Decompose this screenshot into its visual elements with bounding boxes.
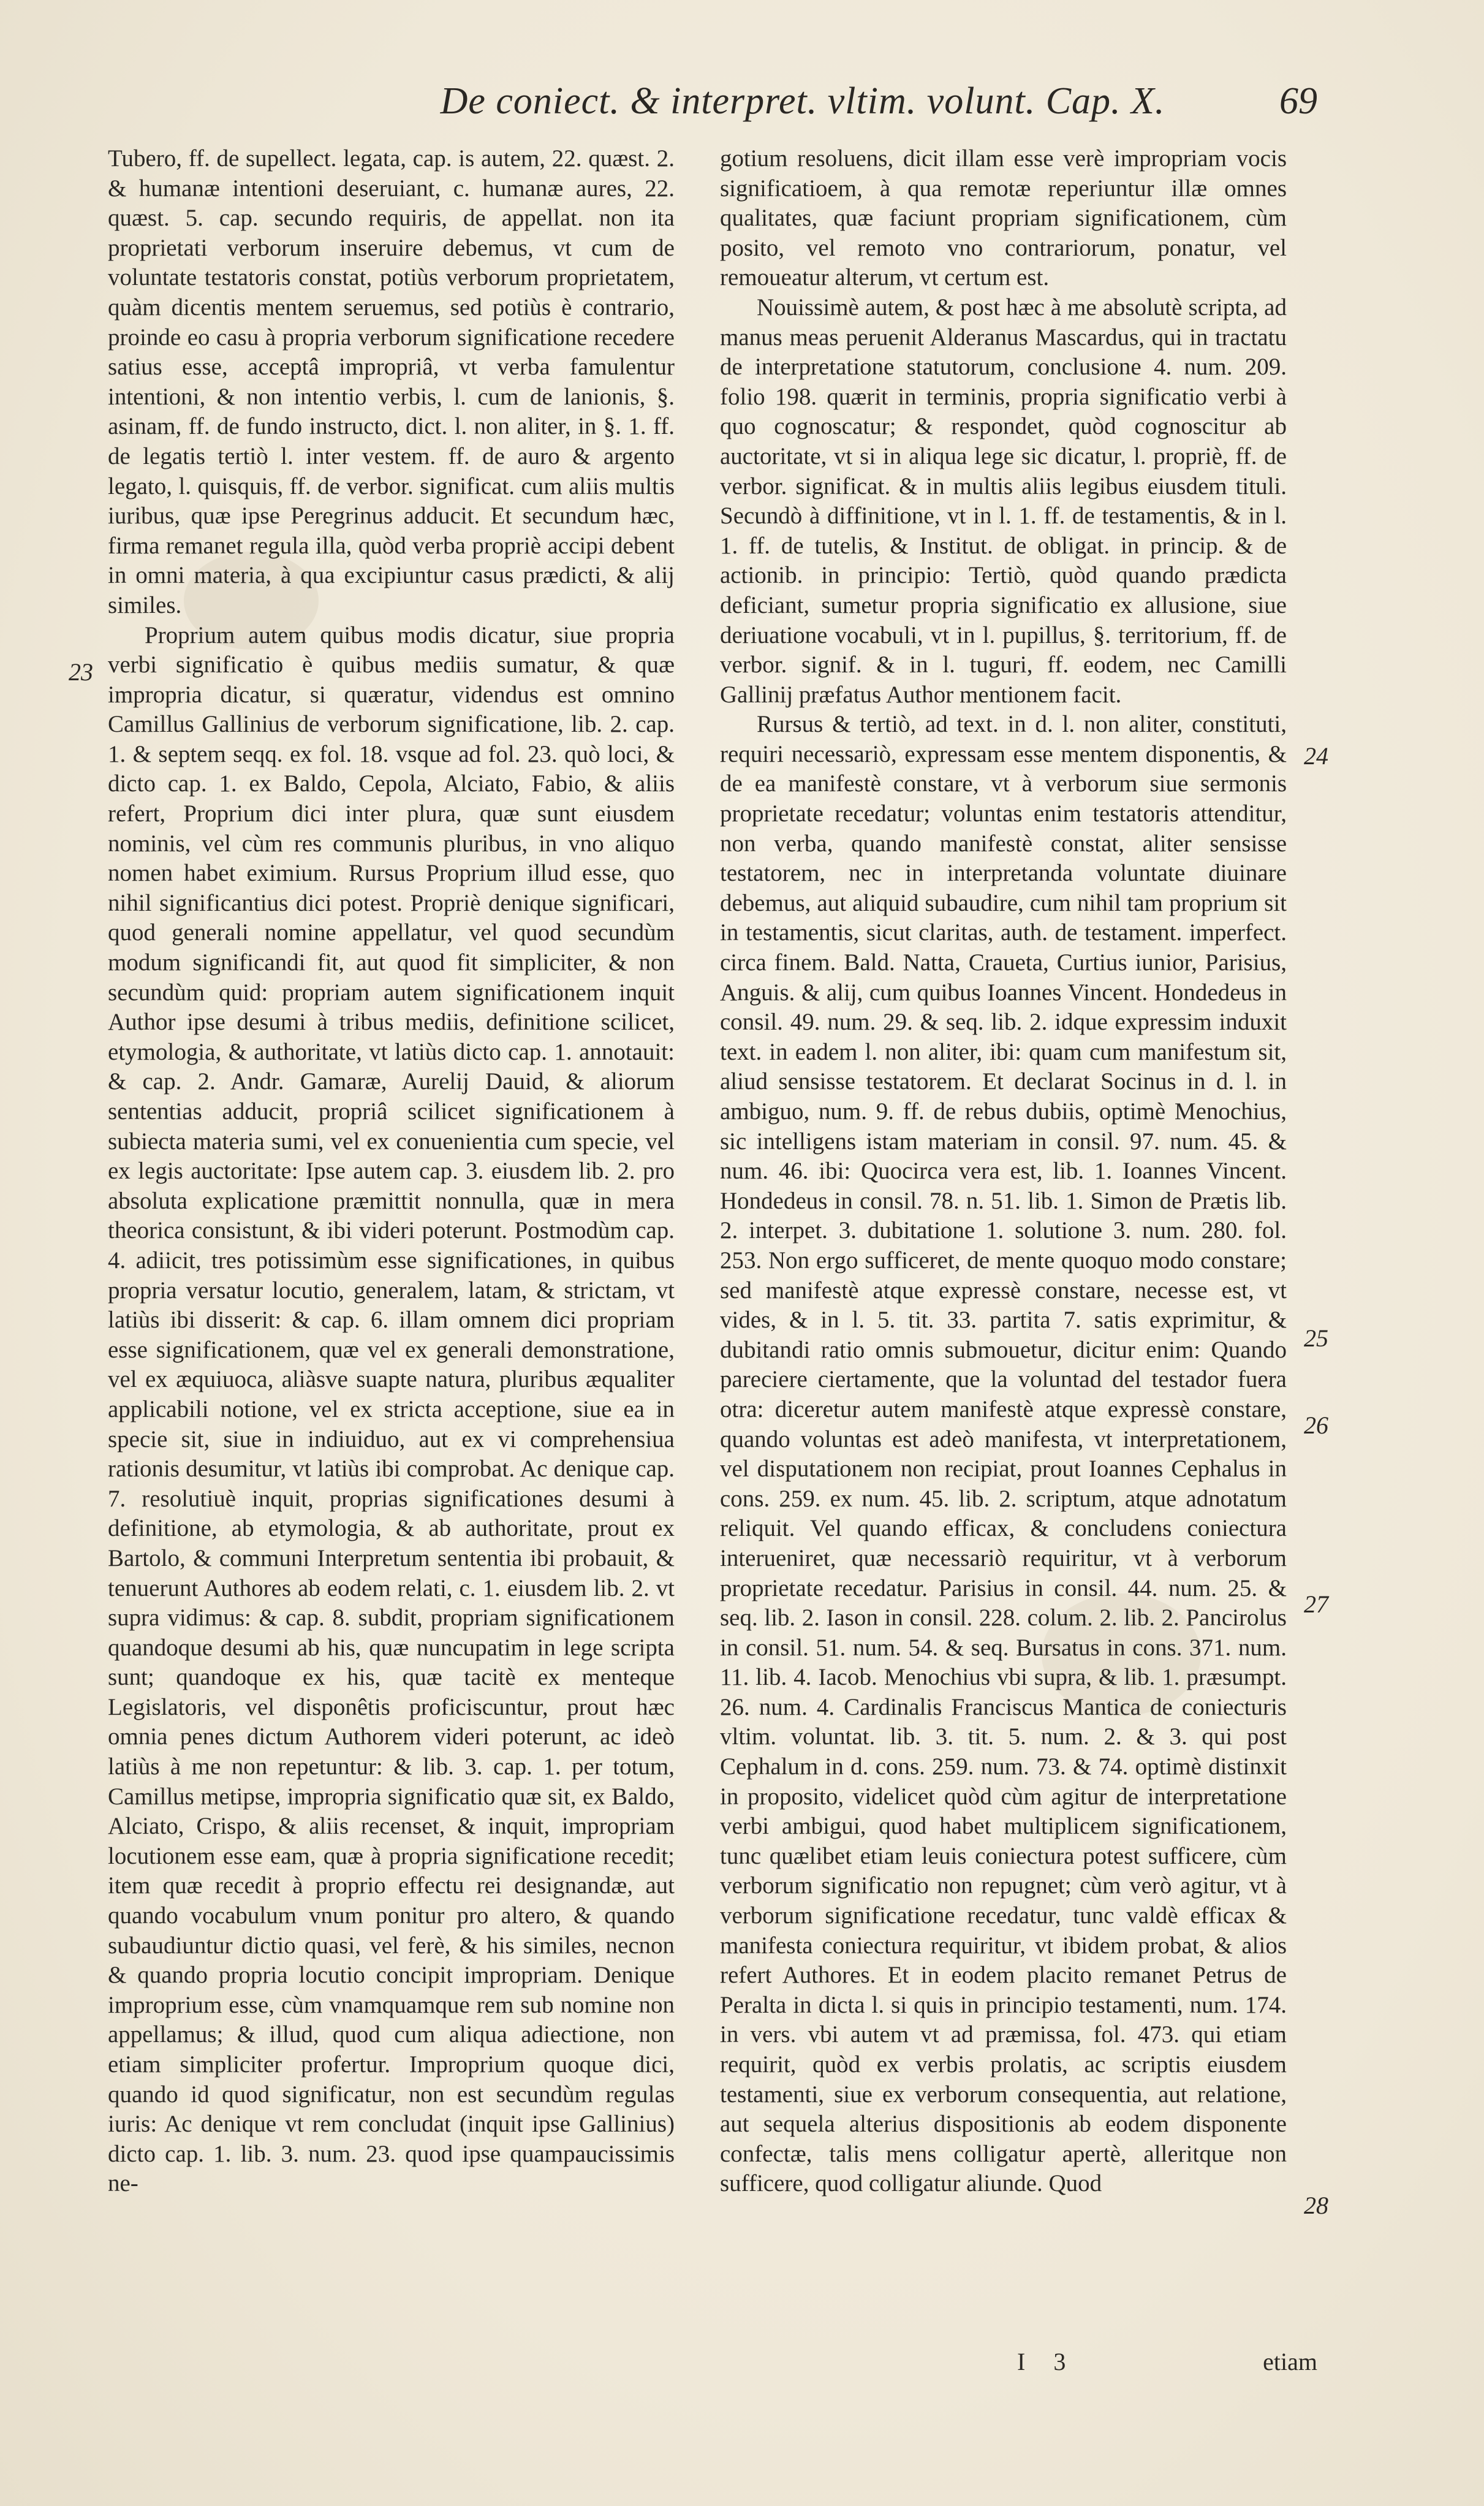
paragraph: gotium resoluens, dicit illam esse verè impropriam vocis significatioem, à qua remotæ reperiuntur illæ omnes qualitates, quæ faciunt propriam significationem, cùm posito, vel remoto vno contrariorum, ponatur, vel remoueatur alterum, vt certum est. <box>720 145 1287 291</box>
margin-note: 25 <box>1304 1324 1328 1352</box>
signature-mark: I 3 <box>1017 2348 1077 2375</box>
catchword: etiam <box>1263 2348 1317 2375</box>
paragraph: Proprium autem quibus modis dicatur, siue propria verbi significatio è quibus mediis sumatur, & quæ impropria dicatur, si quæratur, videndus est omnino Camillus Gallinius de verborum significatione, lib. 2. cap. 1. & septem seqq. ex fol. 18. vsque ad fol. 23. quò loci, & dicto cap. 1. ex Baldo, Cepola, Alciato, Fabio, & aliis refert, Proprium dici inter plura, quæ sunt eiusdem nominis, vel cùm res communis pluribus, in vno aliquo nomen habet eximium. Rursus Proprium illud esse, quo nihil significantius dici potest. Propriè denique significari, quod generali nomine appellatur, vel quod secundùm modum significandi fit, aut quod fit simpliciter, & non secundùm quid: propriam autem significationem inquit Author ipse desumi à tribus mediis, definitione scilicet, etymologia, & authoritate, vt latiùs dicto cap. 1. annotauit: & cap. 2. Andr. Gamaræ, Aurelij Dauid, & aliorum sententias adducit, propriâ scilicet significationem à subiecta materia sumi, vel ex conuenientia cum specie, vel ex legis auctoritate: Ipse autem cap. 3. eiusdem lib. 2. pro absoluta explicatione præmittit nonnulla, quæ in mera theorica consistunt, & ibi videri poterunt. Postmodùm cap. 4. adiicit, tres potissimùm esse significationes, in quibus propria versatur locutio, generalem, latam, & strictam, vt latiùs ibi disserit: & cap. 6. illam omnem dici propriam esse significationem, quæ vel ex generali demonstratione, vel ex æquiuoca, aliàsve suapte natura, pluribus æqualiter applicabili notione, vel ex stricta acceptione, siue ea in specie sit, siue in indiuiduo, aut ex vi comprehensiua rationis desumitur, vt latiùs ibi comprobat. Ac denique cap. 7. resolutiuè inquit, proprias significationes desumi à definitione, ab etymologia, & ab authoritate, prout ex Bartolo, & communi Interpretum sententia ibi probauit, & tenuerunt Authores ab eodem relati, c. 1. eiusdem lib. 2. vt supra vidimus: & cap. 8. subdit, propriam significationem quandoque desumi ab his, quæ nuncupatim in lege scripta sunt; quandoque ex his, quæ tacitè ex menteque Legislatoris, vel disponêtis proficiscuntur, prout hæc omnia penes dictum Authorem videri poterunt, ac ideò latiùs à me non repetuntur: & lib. 3. cap. 1. per totum, Camillus metipse, impropria significatio quæ sit, ex Baldo, Alciato, Crispo, & aliis recenset, & inquit, impropriam locutionem esse eam, quæ à propria significatione recedit; item quæ recedit à proprio effectu rei designandæ, aut quando vocabulum vnum ponitur pro altero, & quando subaudiuntur dictio quasi, vel ferè, & his similes, necnon & quando propria locutio concipit impropriam. Denique improprium esse, cùm vnamquamque rem sub nomine non appellamus; & illud, quod cum aliqua adiectione, non etiam simpliciter profertur. Improprium quoque dici, quando id quod significatur, non est secundùm regulas iuris: Ac denique vt rem concludat (inquit ipse Gallinius) dicto cap. 1. lib. 3. num. 23. quod ipse quampaucissimis ne- <box>108 621 675 2197</box>
margin-note: 23 <box>69 658 93 686</box>
left-column <box>108 144 675 2326</box>
paragraph: Tubero, ff. de supellect. legata, cap. is autem, 22. quæst. 2. & humanæ intentioni deseruiant, c. humanæ aures, 22. quæst. 5. cap. secundo requiris, de appellat. non ita proprietati verborum inseruire debemus, vt cum de voluntate testatoris constat, potiùs verborum proprietatem, quàm dicentis mentem seruemus, sed potiùs è contrario, proinde eo casu à propria verborum significatione recedere satius esse, acceptâ impropriâ, vt verba famulentur intentioni, & non intentio verbis, l. cum de lanionis, §. asinam, ff. de fundo instructo, dict. l. non aliter, in §. 1. ff. de legatis tertiò l. inter vestem. ff. de auro & argento legato, l. quisquis, ff. de verbor. significat. cum aliis multis iuribus, quæ ipse Peregrinus adducit. Et secundum hæc, firma remanet regula illa, quòd verba propriè accipi debent in omni materia, à qua excipiuntur casus prædicti, & alij similes. <box>108 145 675 618</box>
page-number: 69 <box>1279 80 1317 122</box>
paragraph: Nouissimè autem, & post hæc à me absolutè scripta, ad manus meas peruenit Alderanus Mascardus, qui in tractatu de interpretatione statutorum, conclusione 4. num. 209. folio 198. quærit in terminis, propria significatio verbi à quo cognoscatur; & respondet, quòd cognoscitur ab auctoritate, vt si in aliqua lege sic dicatur, l. propriè, ff. de verbor. significat. & in multis aliis legibus eiusdem tituli. Secundò à diffinitione, vt in l. 1. ff. de testamentis, & in l. 1. ff. de tutelis, & Institut. de obligat. in princip. & de actionib. in principio: Tertiò, quòd quando prædicta deficiant, sumetur propria significatio ex allusione, siue deriuatione vocabuli, vt in l. pupillus, §. territorium, ff. de verbor. signif. & in l. tuguri, ff. eodem, nec Camilli Gallinij præfatus Author mentionem facit. <box>720 294 1287 708</box>
margin-note: 27 <box>1304 1590 1328 1618</box>
margin-note: 26 <box>1304 1411 1328 1439</box>
margin-note: 24 <box>1304 742 1328 770</box>
right-column <box>720 144 1287 2326</box>
paragraph: Rursus & tertiò, ad text. in d. l. non aliter, constituti, requiri necessariò, expressam esse mentem disponentis, & de ea manifestè constare, vt à verborum siue sermonis proprietate recedatur; voluntas enim testatoris attenditur, non verba, quando manifestè constat, aliter sensisse testatorem, nec in interpretanda voluntate diuinare debemus, aut aliquid subaudire, cum nihil tam proprium sit in testamentis, sicut claritas, auth. de testament. imperfect. circa finem. Bald. Natta, Craueta, Curtius iunior, Parisius, Anguis. & alij, cum quibus Ioannes Vincent. Hondedeus in consil. 49. num. 29. & seq. lib. 2. idque expressim induxit text. in eadem l. non aliter, ibi: quam cum manifestum sit, aliud sensisse testatorem. Et declarat Socinus in d. l. in ambiguo, num. 9. ff. de rebus dubiis, optimè Menochius, sic intelligens istam materiam in consil. 97. num. 45. & num. 46. ibi: Quocirca vera est, lib. 1. Ioannes Vincent. Hondedeus in consil. 78. n. 51. lib. 1. Simon de Prætis lib. 2. interpet. 3. dubitatione 1. solutione 3. num. 280. fol. 253. Non ergo sufficeret, de mente quoquo modo constare; sed manifestè atque expressè constare, necesse est, vt vides, & in l. 5. tit. 33. partita 7. satis exprimitur, & dubitandi ratio omnis submouetur, dicitur enim: Quando pareciere ciertamente, que la voluntad del testador fuera otra: diceretur autem manifestè atque expressè constare, quando voluntas est adeò manifesta, vt interpretationem, vel disputationem non recipiat, prout Ioannes Cephalus in cons. 259. ex num. 45. lib. 2. scriptum, atque adnotatum reliquit. Vel quando efficax, & concludens coniectura interueniret, quæ necessariò requiritur, vt à verborum proprietate recedatur. Parisius in consil. 44. num. 25. & seq. lib. 2. Iason in consil. 228. colum. 2. lib. 2. Pancirolus in consil. 51. num. 54. & seq. Bursatus in cons. 371. num. 11. lib. 4. Iacob. Menochius vbi supra, & lib. 1. præsumpt. 26. num. 4. Cardinalis Franciscus Mantica de coniecturis vltim. voluntat. lib. 3. tit. 5. num. 2. & 3. qui post Cephalum in d. cons. 259. num. 73. & 74. optimè distinxit in proposito, videlicet quòd cùm agitur de interpretatione verbi ambigui, quod habet multiplicem significationem, tunc quælibet etiam leuis coniectura potest sufficere, cùm verborum significatio non repugnet; cùm verò agitur, vt à verborum significatione recedatur, tunc valdè efficax & manifesta coniectura requiritur, vt ibidem probat, & alios refert Authores. Et in eodem placito remanet Petrus de Peralta in dicta l. si quis in principio testamenti, num. 174. in vers. vbi autem vt ad præmissa, fol. 473. qui etiam requirit, quòd ex verbis prolatis, ac scriptis eiusdem testamenti, siue ex verborum consequentia, aut relatione, aut sequela alterius dispositionis ab eodem disponente confectæ, talis mens colligatur apertè, alleritque non sufficere, quod colligatur aliunde. Quod <box>720 711 1287 2197</box>
running-title: De coniect. & interpret. vltim. volunt. Cap. X. <box>440 80 1165 122</box>
margin-note: 28 <box>1304 2192 1328 2219</box>
